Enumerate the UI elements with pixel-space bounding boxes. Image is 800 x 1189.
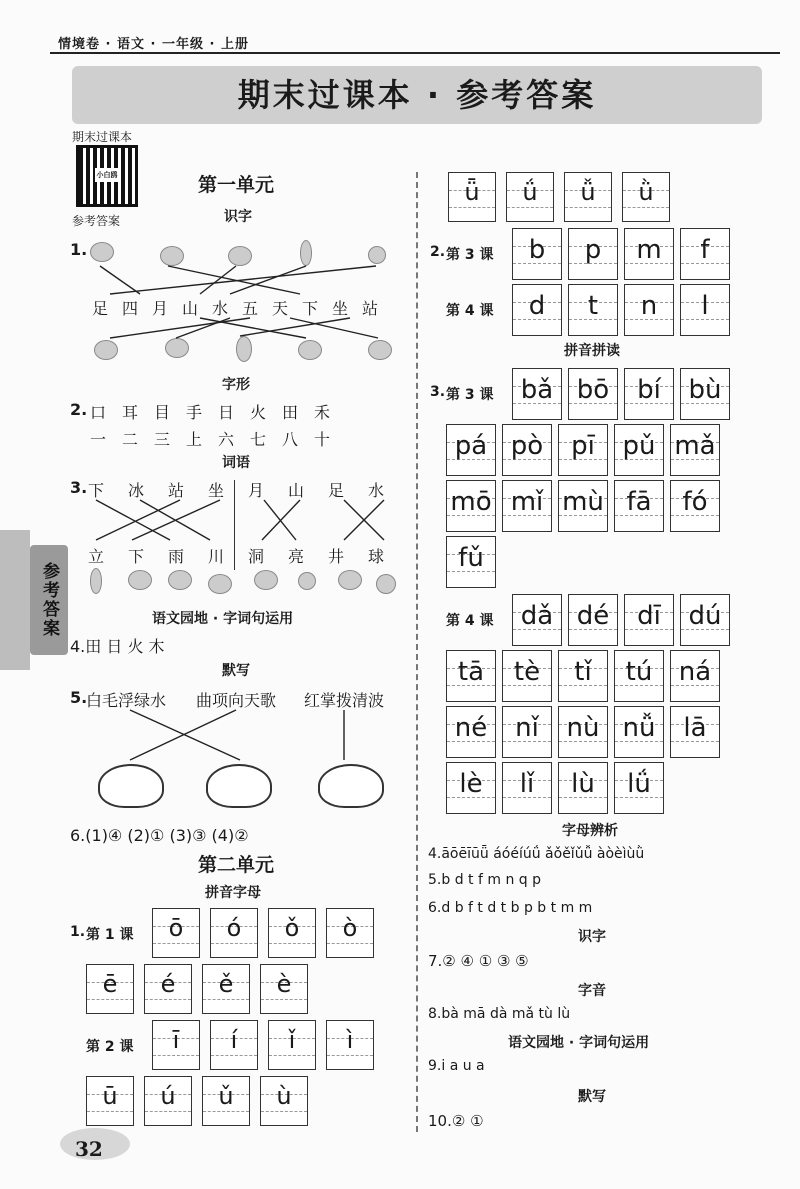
pinyin-v-text: ǖ <box>464 178 480 206</box>
qr-label-top: 期末过课本 <box>72 130 133 144</box>
side-tab-answers[interactable]: 参考答案 <box>30 545 68 655</box>
q5-phrase-3: 红掌拨清波 <box>304 691 385 710</box>
q2-char: 三 <box>154 430 171 449</box>
q2-char: 上 <box>186 430 203 449</box>
syllable-l4-text: nù <box>566 713 600 743</box>
syllable-l3-text: mō <box>450 487 492 517</box>
q2-char: 一 <box>90 430 107 449</box>
syllable-l4-text: tǐ <box>574 657 592 687</box>
syllable-l4-text: dú <box>688 601 722 631</box>
match-line <box>110 318 250 338</box>
q2-char: 日 <box>218 403 235 422</box>
q3-char: 球 <box>368 547 385 566</box>
consonant-l4-text: d <box>528 291 546 321</box>
q6-answer-right: 6.d b f t d t b p b t m m <box>428 900 593 916</box>
pinyin-o-text: ó <box>226 914 242 942</box>
syllable-l4-text: lù <box>571 769 595 799</box>
section-zixing: 字形 <box>222 377 250 393</box>
q3-char: 足 <box>328 481 345 500</box>
q3-number-right: 3. <box>430 384 446 400</box>
syllable-l4-text: ná <box>678 657 712 687</box>
q2-char: 禾 <box>314 403 331 422</box>
q1-char: 足 <box>92 299 109 318</box>
pinyin-u-text: ù <box>276 1082 292 1110</box>
pinyin-e-text: ě <box>218 970 234 998</box>
q3-char: 立 <box>88 547 105 566</box>
q3-char: 川 <box>208 547 225 566</box>
pinyin-i-text: ǐ <box>288 1026 296 1054</box>
q3-char: 下 <box>88 481 105 500</box>
q3-char: 洞 <box>248 547 265 566</box>
q3-char: 水 <box>368 481 385 500</box>
q3-char: 山 <box>288 481 305 500</box>
lesson2-label: 第 2 课 <box>86 1039 134 1055</box>
section-moxie-right: 默写 <box>578 1089 606 1105</box>
q3-char: 亮 <box>288 547 305 566</box>
pinyin-v-text: ǚ <box>580 178 596 206</box>
q2-char: 口 <box>90 403 107 422</box>
q2-char: 七 <box>250 430 267 449</box>
syllable-l4-text: tè <box>513 657 541 687</box>
pinyin-v-text: ǘ <box>522 178 538 206</box>
q3-char: 站 <box>168 481 185 500</box>
pinyin-u-text: ū <box>102 1082 118 1110</box>
section-pinyin-read: 拼音拼读 <box>564 343 620 359</box>
syllable-l3-text: bí <box>637 375 661 405</box>
q1-char: 月 <box>152 299 169 318</box>
q3-char: 坐 <box>208 481 225 500</box>
match-line <box>200 266 236 294</box>
pinyin-e-text: é <box>160 970 176 998</box>
match-line <box>240 318 350 336</box>
section-shizi: 识字 <box>224 209 252 225</box>
q2-char: 八 <box>282 430 299 449</box>
syllable-l3-text: pī <box>571 431 595 461</box>
page-number: 32 <box>75 1137 103 1161</box>
syllable-l3-text: pò <box>510 431 544 461</box>
pinyin-u-text: ǔ <box>218 1082 234 1110</box>
match-line <box>168 266 300 294</box>
pinyin-i-text: ì <box>346 1026 354 1054</box>
q4-answer: 4.田 日 火 木 <box>70 637 165 656</box>
q3-number: 3. <box>70 478 88 497</box>
pinyin-i-text: ī <box>172 1026 180 1054</box>
q1-char: 山 <box>182 299 199 318</box>
syllable-l4-text: lā <box>683 713 707 743</box>
q2-char: 二 <box>122 430 139 449</box>
q5-phrase-2: 曲项向天歌 <box>196 691 277 710</box>
q1-number: 1. <box>70 240 88 259</box>
q2-number: 2. <box>70 400 88 419</box>
pinyin-o-text: ǒ <box>284 914 300 942</box>
q2-char: 十 <box>314 430 331 449</box>
section-yuwen: 语文园地 · 字词句运用 <box>152 611 294 627</box>
syllable-l4-text: lè <box>459 769 483 799</box>
pinyin-v-text: ǜ <box>638 178 654 206</box>
consonant-l4-text: l <box>701 291 709 321</box>
section-moxie: 默写 <box>222 663 250 679</box>
q10-answer: 10.② ① <box>428 1112 484 1130</box>
q3-char: 下 <box>128 547 145 566</box>
q5-answer-right: 5.b d t f m n q p <box>428 872 541 888</box>
unit2-heading: 第二单元 <box>198 854 275 876</box>
pinyin-o-text: ō <box>168 914 184 942</box>
pinyin-u-text: ú <box>160 1082 176 1110</box>
consonant-l4-text: t <box>587 291 599 321</box>
q1-char: 五 <box>242 299 259 318</box>
syllable-l3-text: bǎ <box>520 375 554 405</box>
lesson3-label: 第 3 课 <box>446 247 494 263</box>
syllable-l3-text: mǎ <box>674 431 716 461</box>
pinyin-e-text: è <box>276 970 292 998</box>
q1-char: 下 <box>302 299 319 318</box>
consonant-l3-text: b <box>528 235 546 265</box>
pinyin-o-text: ò <box>342 914 358 942</box>
consonant-l3-text: p <box>584 235 602 265</box>
match-line <box>132 500 220 540</box>
q7-answer: 7.② ④ ① ③ ⑤ <box>428 952 529 970</box>
consonant-l3-text: f <box>700 235 710 265</box>
syllable-l3-text: fó <box>682 487 708 517</box>
header-title: 情境卷 · 语文 · 一年级 · 上册 <box>58 37 249 52</box>
match-line <box>96 500 180 540</box>
syllable-l4-text: dǎ <box>520 601 554 631</box>
section-zimu: 字母辨析 <box>562 823 618 839</box>
syllable-l3-text: fǔ <box>458 543 484 573</box>
q1-char: 站 <box>362 299 379 318</box>
syllable-l4-text: nǐ <box>515 713 539 743</box>
pinyin-e-text: ē <box>102 970 118 998</box>
match-line <box>100 266 140 294</box>
q1-char: 四 <box>122 299 139 318</box>
consonant-l3-text: m <box>636 235 662 265</box>
syllable-l3-text: mǐ <box>510 487 544 517</box>
q1-char: 坐 <box>332 299 349 318</box>
q2-char: 目 <box>154 403 171 422</box>
syllable-l3-text: mù <box>562 487 604 517</box>
syllable-l3-text: pǔ <box>622 431 656 461</box>
unit1-heading: 第一单元 <box>198 174 275 196</box>
syllable-l4-text: dé <box>576 601 610 631</box>
q8-answer: 8.bà mā dà mǎ tù lù <box>428 1006 571 1022</box>
q2-number-right: 2. <box>430 244 446 260</box>
syllable-l4-text: tú <box>625 657 653 687</box>
syllable-l4-text: né <box>454 713 488 743</box>
match-line <box>262 500 300 540</box>
q2-char: 火 <box>250 403 267 422</box>
lesson4b-label: 第 4 课 <box>446 613 494 629</box>
q1b-number: 1. <box>70 924 86 940</box>
q2-char: 手 <box>186 403 203 422</box>
q5-phrase-1: 白毛浮绿水 <box>86 691 167 710</box>
q3-char: 月 <box>248 481 265 500</box>
lesson3b-label: 第 3 课 <box>446 387 494 403</box>
q1-char: 水 <box>212 299 229 318</box>
syllable-l4-text: lǐ <box>519 769 535 799</box>
consonant-l4-text: n <box>640 291 658 321</box>
q2-char: 田 <box>282 403 299 422</box>
syllable-l3-text: bù <box>688 375 722 405</box>
qr-center-label: 小白鸥 <box>95 168 119 182</box>
q5-number: 5. <box>70 688 88 707</box>
section-yuwen-right: 语文园地 · 字词句运用 <box>508 1035 650 1051</box>
syllable-l4-text: nǚ <box>622 713 656 743</box>
q1-char: 天 <box>272 299 289 318</box>
syllable-l4-text: lǘ <box>627 769 651 799</box>
q3-char: 冰 <box>128 481 145 500</box>
section-shizi-right: 识字 <box>578 929 606 945</box>
page-banner: 期末过课本 · 参考答案 <box>72 66 762 124</box>
q9-answer: 9.i a u a <box>428 1058 485 1074</box>
q2-char: 耳 <box>122 403 139 422</box>
q4-answer-right: 4.āōēīūǖ áóéíúǘ ǎǒěǐǔǚ àòèìùǜ <box>428 846 645 862</box>
lesson4-label: 第 4 课 <box>446 303 494 319</box>
match-line <box>264 500 296 540</box>
pinyin-i-text: í <box>230 1026 238 1054</box>
lesson1-label: 第 1 课 <box>86 927 134 943</box>
section-pinyin: 拼音字母 <box>205 885 261 901</box>
syllable-l4-text: tā <box>457 657 485 687</box>
syllable-l3-text: fā <box>626 487 652 517</box>
section-ciyu: 词语 <box>222 455 250 471</box>
syllable-l4-text: dī <box>637 601 661 631</box>
q3-char: 雨 <box>168 547 185 566</box>
syllable-l3-text: bō <box>576 375 610 405</box>
q6-answer: 6.(1)④ (2)① (3)③ (4)② <box>70 826 249 845</box>
q3-char: 井 <box>328 547 345 566</box>
section-ziyin: 字音 <box>578 983 606 999</box>
q2-char: 六 <box>218 430 235 449</box>
qr-label-bottom: 参考答案 <box>72 214 121 228</box>
syllable-l3-text: pá <box>454 431 488 461</box>
